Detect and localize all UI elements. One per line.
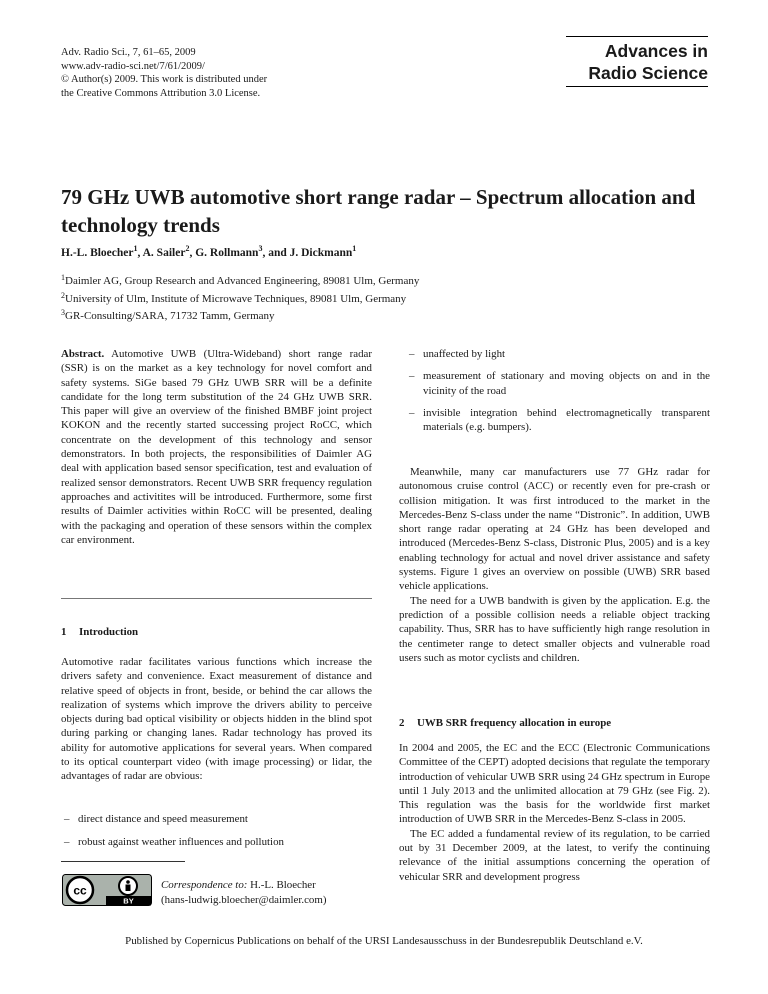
list-item bbox=[64, 835, 372, 849]
list-item-text: measurement of stationary and moving objects on and in the vicinity of the road bbox=[423, 370, 710, 397]
paragraph: In 2004 and 2005, the EC and the ECC (Electronic Communications Committee of the CEPT) adopted decisions that regulate the temporary introduction of vehicular UWB SRR using 24 GHz spectrum in Europe until 1 July 2013 and the unlimited allocation at 79 GHz (see Fig. 2). This regulation was the basis for the worldwide first market introduction of UWB SRR in the Mercedes-Benz S-class in 2005. bbox=[399, 742, 710, 826]
list-item bbox=[64, 812, 372, 826]
section-heading bbox=[399, 716, 710, 730]
license-line: the Creative Commons Attribution 3.0 License. bbox=[61, 87, 261, 99]
brand-line-2: Radio Science bbox=[588, 63, 708, 83]
publisher-footer: Published by Copernicus Publications on behalf of the URSI Landesausschuss in der Bundesrepublik Deutschland e.V. bbox=[125, 935, 643, 947]
article-url[interactable]: www.adv-radio-sci.net/7/61/2009/ bbox=[61, 60, 205, 72]
abstract bbox=[61, 347, 372, 547]
author-name: A. Sailer bbox=[142, 247, 186, 259]
person-head bbox=[126, 880, 130, 884]
affiliation-sup: 1 bbox=[61, 273, 65, 282]
abstract-text: Automotive UWB (Ultra-Wideband) short range radar (SSR) is on the market as a key technology for novel comfort and safety systems. SiGe based 79 GHz UWB SRR will be a definite candidate for the long term substitution of the 24 GHz UWB SRR. This paper will give an overview of the finished BMBF joint project KOKON and the recently started successing project RoCC, which concentrate on the development of this technology and sensor demonstrators. In both projects, the responsibilities of Daimler AG deal with application based sensor specification, test and evaluation of realized sensor demonstrators. Recent UWB SRR frequency regulation approaches and activitites will be introduced. Furthermore, some first results of Daimler activities within RoCC will be presented, dealing with the packaging and operation of these sensors within the complex car environment. bbox=[61, 348, 372, 546]
affiliation-sup: 2 bbox=[61, 290, 65, 300]
section-1-intro bbox=[61, 655, 372, 784]
author-name: J. Dickmann bbox=[289, 247, 353, 259]
author-separator: , and bbox=[262, 247, 290, 259]
cc-by-label: BY bbox=[123, 896, 134, 906]
section-1-heading bbox=[61, 625, 372, 639]
list-item-text: invisible integration behind electromagnetically transparent materials (e.g. bumpers). bbox=[423, 406, 710, 434]
affiliation bbox=[61, 271, 419, 289]
affiliation-list bbox=[61, 271, 419, 324]
paragraph: The need for a UWB bandwith is given by the application. E.g. the prediction of a possible collision needs a reliable object tracking capability. Thus, SRR has to have sufficiently high range resolution in the centimeter range to detect smaller objects and vulnerable road users such as motor cyclists and children. bbox=[399, 594, 710, 664]
dash-icon: – bbox=[64, 813, 70, 825]
section-1-continued bbox=[399, 465, 710, 665]
section-2-body bbox=[399, 741, 710, 884]
section-title: Introduction bbox=[79, 626, 139, 638]
paragraph: Automotive radar facilitates various functions which increase the drivers safety and convenience. Exact measurement of distance and relative speed of objects in front, beside, or behind the car allows the realization of systems which improve the drivers ability to perceive objects during bad optical visibility or objects hidden in the blind spot during parking or changing lanes. Radar technology has proved its ability for automotive applications for several years. When compared to its optical counterpart video (with image processing) or lidar, the advantages of radar are obvious: bbox=[61, 656, 372, 783]
affiliation-text: Daimler AG, Group Research and Advanced Engineering, 89081 Ulm, Germany bbox=[65, 275, 420, 287]
copyright-line: © Author(s) 2009. This work is distributed under bbox=[61, 74, 268, 85]
affiliation-text: University of Ulm, Institute of Microwave Techniques, 89081 Ulm, Germany bbox=[65, 292, 407, 305]
dash-icon: – bbox=[409, 406, 415, 419]
author-sup: 2 bbox=[185, 244, 190, 254]
author-name: H.-L. Bloecher bbox=[61, 247, 134, 259]
section-2-heading bbox=[399, 716, 710, 730]
paragraph: Meanwhile, many car manufacturers use 77 GHz radar for autonomous cruise control (ACC) or recently even for pre-crash or collision mitigation. It was first introduced to the market in the Mercedes-Benz S-class under the name “Distronic”. In addition, UWB short range radar operating at 24 GHz has been developed and introduced (Mercedes-Benz S-class, Distronic Plus, 2005) and is a key enabling technology for actual and novel driver assistance and safety systems. Figure 1 gives an overview on possible (UWB) SRR based vehicle applications. bbox=[399, 466, 710, 593]
paragraph: The EC added a fundamental review of its regulation, to be carried out by 31 December 2009, at the latest, to verify the continuing relevance of the initial assumptions concerning the operation of vehicular SRR and development progress bbox=[399, 827, 710, 883]
correspondence-name: H.-L. Bloecher bbox=[250, 879, 316, 891]
author-sup: 1 bbox=[133, 244, 138, 254]
list-item-text: direct distance and speed measurement bbox=[78, 813, 248, 825]
affiliation-sup: 3 bbox=[61, 308, 65, 317]
abstract-label: Abstract. bbox=[61, 348, 105, 360]
author-name: G. Rollmann bbox=[195, 247, 259, 259]
author-sup: 3 bbox=[258, 244, 263, 254]
affiliation-text: GR-Consulting/SARA, 71732 Tamm, Germany bbox=[65, 310, 275, 322]
list-item-text: robust against weather influences and pollution bbox=[78, 836, 284, 849]
bullet-list-left bbox=[61, 812, 372, 850]
dash-icon: – bbox=[64, 836, 70, 849]
journal-brand-logo bbox=[566, 36, 708, 87]
list-item-text: unaffected by light bbox=[423, 348, 506, 360]
list-item bbox=[409, 406, 710, 435]
footnote-divider bbox=[61, 861, 185, 862]
author-separator: , bbox=[189, 247, 196, 259]
affiliation bbox=[61, 306, 419, 324]
correspondence-line bbox=[161, 878, 326, 893]
brand-line-1: Advances in bbox=[604, 41, 708, 61]
section-title: UWB SRR frequency allocation in europe bbox=[417, 717, 612, 729]
correspondence-note bbox=[161, 878, 326, 907]
paper-title: 79 GHz UWB automotive short range radar – Spectrum allocation and technology trends bbox=[61, 185, 696, 237]
author-sup: 1 bbox=[352, 244, 357, 254]
abstract-divider bbox=[61, 598, 372, 599]
person-body bbox=[126, 885, 131, 892]
list-item bbox=[409, 347, 710, 361]
section-number: 1 bbox=[61, 626, 67, 638]
list-item bbox=[409, 369, 710, 398]
journal-header bbox=[61, 46, 267, 100]
dash-icon: – bbox=[409, 348, 415, 360]
cc-by-license-icon[interactable] bbox=[62, 874, 152, 906]
author-separator: , bbox=[137, 247, 143, 259]
section-number: 2 bbox=[399, 717, 405, 729]
bullet-list-right bbox=[399, 347, 710, 434]
journal-ref: Adv. Radio Sci., 7, 61–65, 2009 bbox=[61, 47, 196, 58]
affiliation bbox=[61, 289, 419, 307]
left-column bbox=[61, 347, 372, 547]
dash-icon: – bbox=[409, 370, 415, 383]
author-list bbox=[61, 244, 357, 259]
correspondence-label: Correspondence to: bbox=[161, 879, 248, 891]
correspondence-email[interactable]: (hans-ludwig.bloecher@daimler.com) bbox=[161, 893, 327, 906]
cc-mark: cc bbox=[73, 883, 87, 898]
section-heading bbox=[61, 625, 372, 639]
